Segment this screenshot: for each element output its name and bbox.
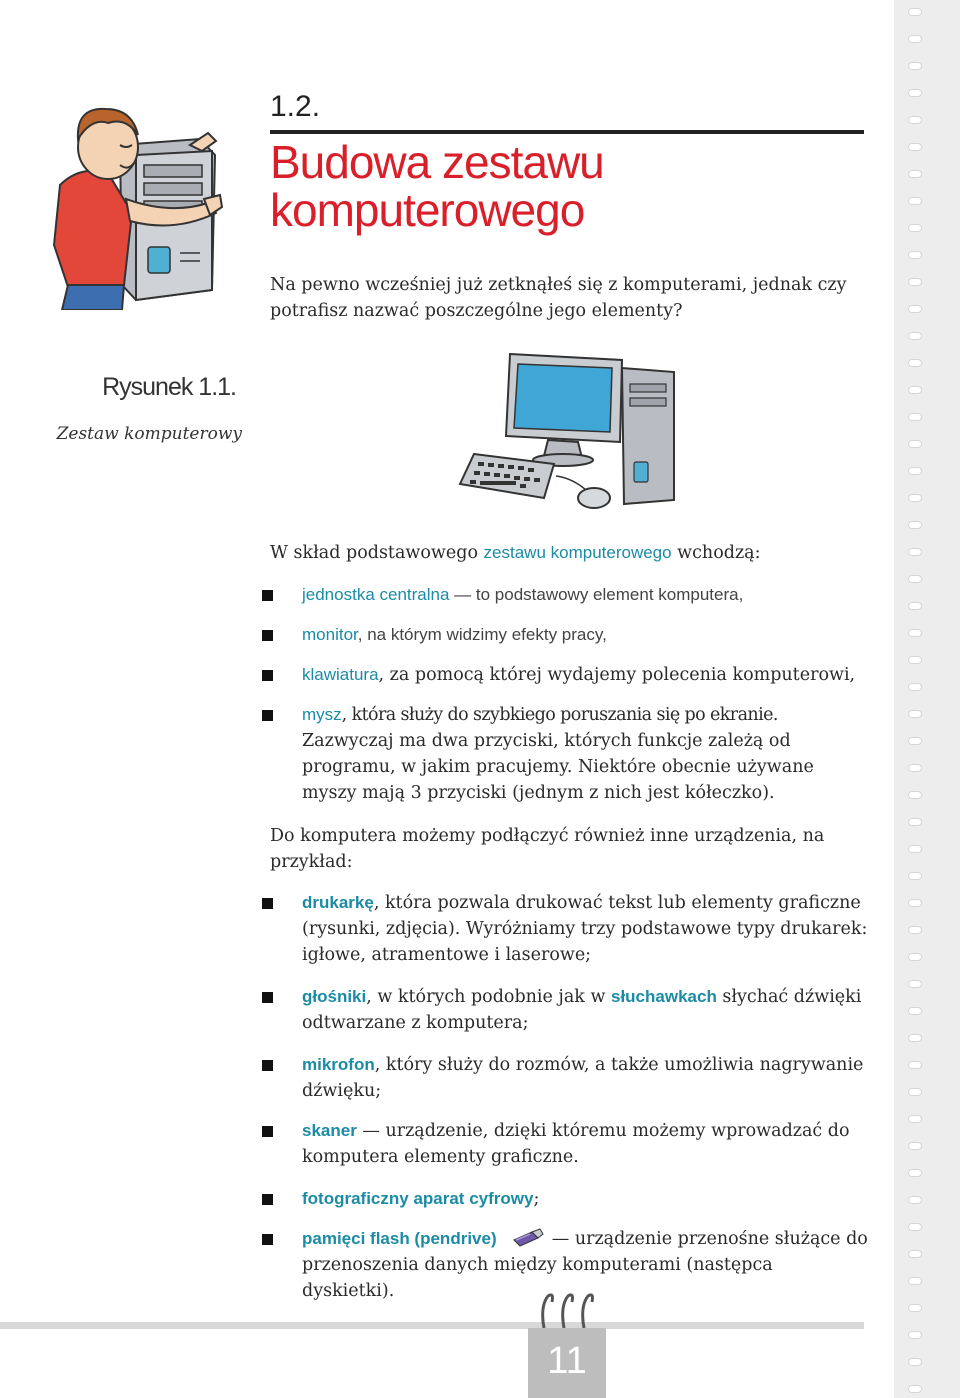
intro-paragraph: Na pewno wcześniej już zetknąłeś się z komputerami, jednak czy potrafisz nazwać poszczególne jego elementy?	[270, 275, 847, 321]
bullet-square-icon	[262, 1194, 273, 1205]
item-term-secondary: słuchawkach	[611, 987, 717, 1006]
item-text: — urządzenie, dzięki któremu możemy wprowadzać do komputera elementy graficzne.	[302, 1121, 850, 1167]
spiral-hole	[908, 170, 922, 178]
item-text: — urządzenie przenośne służące do przenoszenia danych między komputerami (następca dyskietki).	[302, 1229, 868, 1301]
spiral-hole	[908, 1088, 922, 1096]
section-number: 1.2.	[270, 90, 321, 123]
spiral-hole	[908, 305, 922, 313]
item-text: , w których podobnie jak w	[366, 987, 611, 1007]
item-text-continued: słychać dźwięki odtwarzane z komputera;	[302, 987, 862, 1033]
lead-text-after: wchodzą:	[671, 543, 761, 563]
spiral-hole	[908, 62, 922, 70]
item-term: drukarkę	[302, 893, 374, 912]
spiral-hole	[908, 494, 922, 502]
spiral-hole	[908, 602, 922, 610]
item-term: pamięci flash (pendrive)	[302, 1229, 497, 1248]
item-term: klawiatura	[302, 665, 379, 684]
spiral-hole	[908, 656, 922, 664]
bullet-square-icon	[262, 630, 273, 641]
spiral-hole	[908, 440, 922, 448]
footer-rule	[0, 1322, 864, 1329]
lead-term: zestawu komputerowego	[483, 543, 672, 562]
spiral-hole	[908, 251, 922, 259]
item-text: — to podstawowy element komputera,	[449, 585, 744, 604]
bullet-square-icon	[262, 710, 273, 721]
spiral-hole	[908, 791, 922, 799]
spiral-hole	[908, 1007, 922, 1015]
spiral-hole	[908, 1061, 922, 1069]
spiral-hole	[908, 845, 922, 853]
spiral-hole	[908, 1169, 922, 1177]
spiral-hole	[908, 953, 922, 961]
spiral-binding-strip	[894, 0, 960, 1398]
spiral-hole	[908, 683, 922, 691]
spiral-hole	[908, 386, 922, 394]
spiral-hole	[908, 359, 922, 367]
spiral-hole	[908, 764, 922, 772]
section-title	[270, 138, 870, 234]
spiral-hole	[908, 35, 922, 43]
spiral-hole	[908, 143, 922, 151]
spiral-hole	[908, 926, 922, 934]
bullet-square-icon	[262, 898, 273, 909]
spiral-hole	[908, 278, 922, 286]
title-line-2: komputerowego	[270, 184, 585, 236]
spiral-hole	[908, 737, 922, 745]
spiral-hole	[908, 818, 922, 826]
item-text: , która pozwala drukować tekst lub elementy graficzne (rysunki, zdjęcia). Wyróżniamy trzy podstawowe typy drukarek: igłowe, atramentowe i laserowe;	[302, 893, 868, 965]
page-number: 11	[547, 1340, 587, 1382]
spiral-hole	[908, 224, 922, 232]
lead-sentence	[270, 540, 864, 566]
spiral-hole	[908, 1196, 922, 1204]
item-term: mysz	[302, 705, 342, 724]
boy-hugging-computer-illustration	[40, 95, 230, 310]
spiral-hole	[908, 980, 922, 988]
item-term: jednostka centralna	[302, 585, 450, 604]
spiral-hole	[908, 710, 922, 718]
lead-text-before: W skład podstawowego	[270, 543, 484, 563]
item-term: skaner	[302, 1121, 357, 1140]
spiral-hole	[908, 413, 922, 421]
figure-label: Rysunek 1.1.	[102, 373, 236, 401]
spiral-hole	[908, 1385, 922, 1393]
item-text: ;	[533, 1189, 540, 1209]
item-text: , która służy do szybkiego poruszania się po ekranie.	[341, 705, 778, 725]
item-term: głośniki	[302, 987, 367, 1006]
computer-set-illustration	[452, 350, 680, 528]
pendrive-icon	[510, 1228, 544, 1248]
spiral-hole	[908, 332, 922, 340]
bullet-square-icon	[262, 1126, 273, 1137]
item-term: fotograficzny aparat cyfrowy	[302, 1189, 534, 1208]
spiral-hole	[908, 1142, 922, 1150]
spiral-hole	[908, 89, 922, 97]
spiral-hole	[908, 1331, 922, 1339]
spiral-hole	[908, 197, 922, 205]
spiral-hole	[908, 899, 922, 907]
other-devices-intro: Do komputera możemy podłączyć również inne urządzenia, na przykład:	[270, 826, 825, 872]
title-line-1: Budowa zestawu	[270, 136, 604, 188]
item-text: , który służy do rozmów, a także umożliwia nagrywanie dźwięku;	[302, 1055, 864, 1101]
bullet-square-icon	[262, 1060, 273, 1071]
spiral-hole	[908, 116, 922, 124]
spiral-hole	[908, 1358, 922, 1366]
spiral-hole	[908, 1250, 922, 1258]
spiral-hole	[908, 575, 922, 583]
title-rule	[270, 130, 864, 134]
spiral-hole	[908, 467, 922, 475]
spiral-hole	[908, 629, 922, 637]
spiral-hole	[908, 521, 922, 529]
figure-caption: Zestaw komputerowy	[56, 424, 242, 444]
spiral-hole	[908, 1277, 922, 1285]
spiral-hole	[908, 1304, 922, 1312]
bullet-square-icon	[262, 590, 273, 601]
spiral-hole	[908, 8, 922, 16]
item-text: , za pomocą której wydajemy polecenia komputerowi,	[378, 665, 856, 685]
bullet-square-icon	[262, 670, 273, 681]
spiral-hole	[908, 872, 922, 880]
bullet-square-icon	[262, 992, 273, 1003]
item-term: mikrofon	[302, 1055, 375, 1074]
spiral-hole	[908, 548, 922, 556]
spiral-hole	[908, 1115, 922, 1123]
item-text: , na którym widzimy efekty pracy,	[357, 625, 607, 644]
spiral-hole	[908, 1223, 922, 1231]
item-text-continued: Zazwyczaj ma dwa przyciski, których funkcje zależą od programu, w jakim pracujemy. Niektóre obecnie używane myszy mają 3 przyciski (jednym z nich jest kółeczko).	[302, 731, 814, 803]
bullet-square-icon	[262, 1234, 273, 1245]
spiral-hole	[908, 1034, 922, 1042]
item-term: monitor	[302, 625, 358, 644]
